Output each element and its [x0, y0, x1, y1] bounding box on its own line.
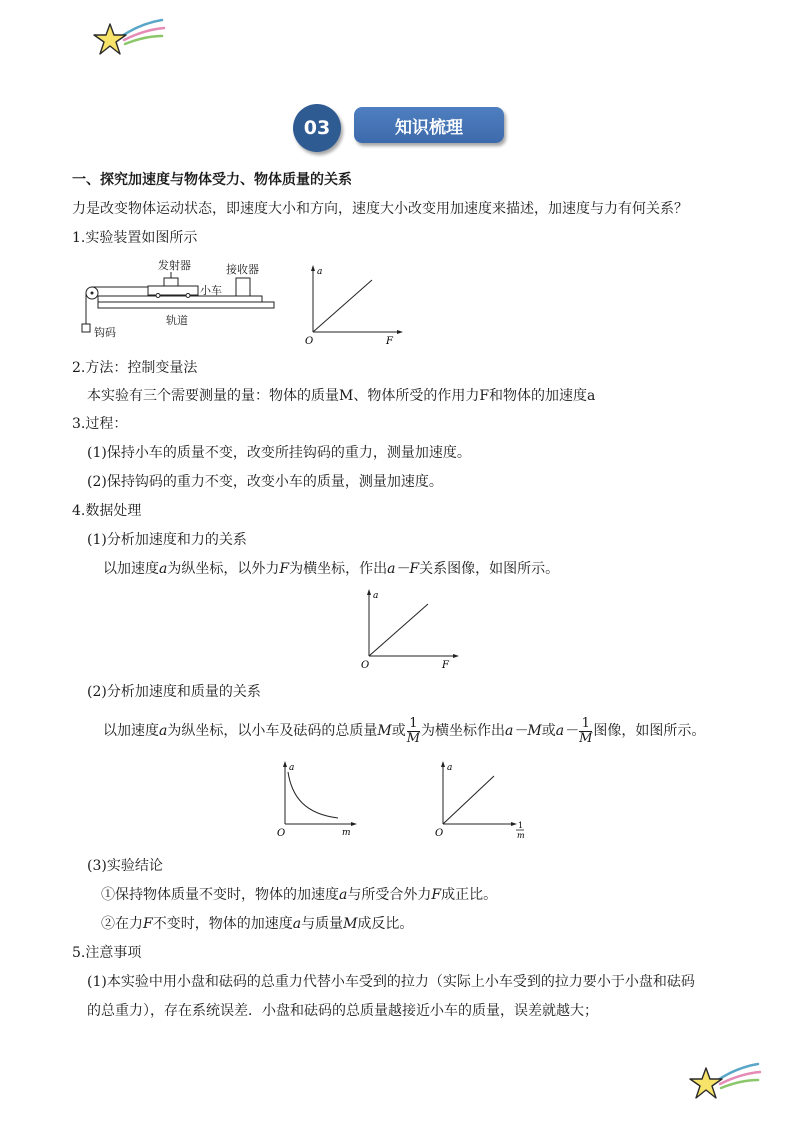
step4-heading: 4.数据处理	[72, 503, 142, 519]
x-axis-label-den: m	[517, 831, 525, 840]
step4-2-text: 以加速度a为纵坐标，以小车及砝码的总质量M或 $\frac{1}{M}$ 为横坐标作出a－M或a－ $\frac{1}{M}$ 图像，如图所示。	[103, 715, 706, 746]
section-number-badge: 03	[293, 104, 341, 152]
step3-item-2: (2)保持钩码的重力不变，改变小车的质量，测量加速度。	[87, 474, 443, 490]
x-axis-label: m	[342, 828, 351, 838]
fraction-1-over-M: $\frac{1}{M}$	[406, 715, 421, 746]
y-axis-label: a	[447, 763, 453, 773]
step3-item-1: (1)保持小车的质量不变，改变所挂钩码的重力，测量加速度。	[87, 445, 471, 461]
step2-detail: 本实验有三个需要测量的量：物体的质量M、物体所受的作用力F和物体的加速度a	[87, 388, 596, 404]
note1-line2: 的总重力），存在系统误差．小盘和砝码的总质量越接近小车的质量，误差就越大；	[87, 1003, 598, 1019]
step4-item-1: (1)分析加速度和力的关系	[87, 532, 247, 548]
section-title-banner: 知识梳理	[354, 107, 504, 143]
x-axis-label-num: 1	[518, 821, 524, 830]
graph-a-vs-F-top	[300, 262, 406, 348]
proportional-line	[443, 776, 494, 824]
apparatus-diagram	[78, 256, 288, 348]
note1-line1: (1)本实验中用小盘和砝码的总重力代替小车受到的拉力（实际上小车受到的拉力要小于小盘和砝码	[87, 974, 695, 990]
y-axis-label: a	[317, 267, 323, 277]
origin-label: O	[277, 828, 286, 839]
step4-item-3: (3)实验结论	[87, 858, 163, 874]
y-axis-label: a	[289, 763, 295, 773]
graph-a-vs-inverse-m	[430, 758, 530, 840]
proportional-line	[313, 280, 372, 332]
cart-label: 小车	[200, 284, 222, 297]
origin-label: O	[305, 336, 314, 347]
origin-label: O	[361, 660, 370, 671]
proportional-line	[369, 604, 428, 656]
graph-a-vs-F-center	[356, 586, 462, 672]
x-axis-label: F	[442, 660, 449, 671]
step4-item-2: (2)分析加速度和质量的关系	[87, 684, 261, 700]
section-heading: 一、探究加速度与物体受力、物体质量的关系	[72, 172, 352, 188]
y-axis-label: a	[373, 591, 379, 601]
origin-label: O	[435, 828, 444, 839]
conclusion-2: ②在力F不变时，物体的加速度a与质量M成反比。	[101, 916, 414, 932]
shooting-star-icon-top	[92, 14, 168, 60]
graph-a-vs-m	[272, 758, 358, 840]
transmitter-label: 发射器	[158, 259, 191, 272]
fraction-1-over-M-2: $\frac{1}{M}$	[579, 715, 593, 746]
hook-weight-label: 钩码	[94, 326, 116, 339]
intro-text: 力是改变物体运动状态，即速度大小和方向，速度大小改变用加速度来描述，加速度与力有何关系？	[72, 201, 688, 217]
conclusion-1: ①保持物体质量不变时，物体的加速度a与所受合外力F成正比。	[101, 887, 498, 903]
receiver-label: 接收器	[226, 263, 259, 276]
step2-heading: 2.方法：控制变量法	[72, 360, 198, 376]
step4-1-text: 以加速度a为纵坐标，以外力F为横坐标，作出a－F关系图像，如图所示。	[103, 561, 560, 577]
inverse-curve	[288, 772, 338, 818]
step3-heading: 3.过程：	[72, 416, 128, 432]
track-label: 轨道	[166, 314, 188, 327]
step1-heading: 1.实验装置如图所示	[72, 230, 198, 246]
shooting-star-icon-bottom	[688, 1058, 764, 1104]
x-axis-label: F	[386, 336, 393, 347]
step5-heading: 5.注意事项	[72, 945, 142, 961]
